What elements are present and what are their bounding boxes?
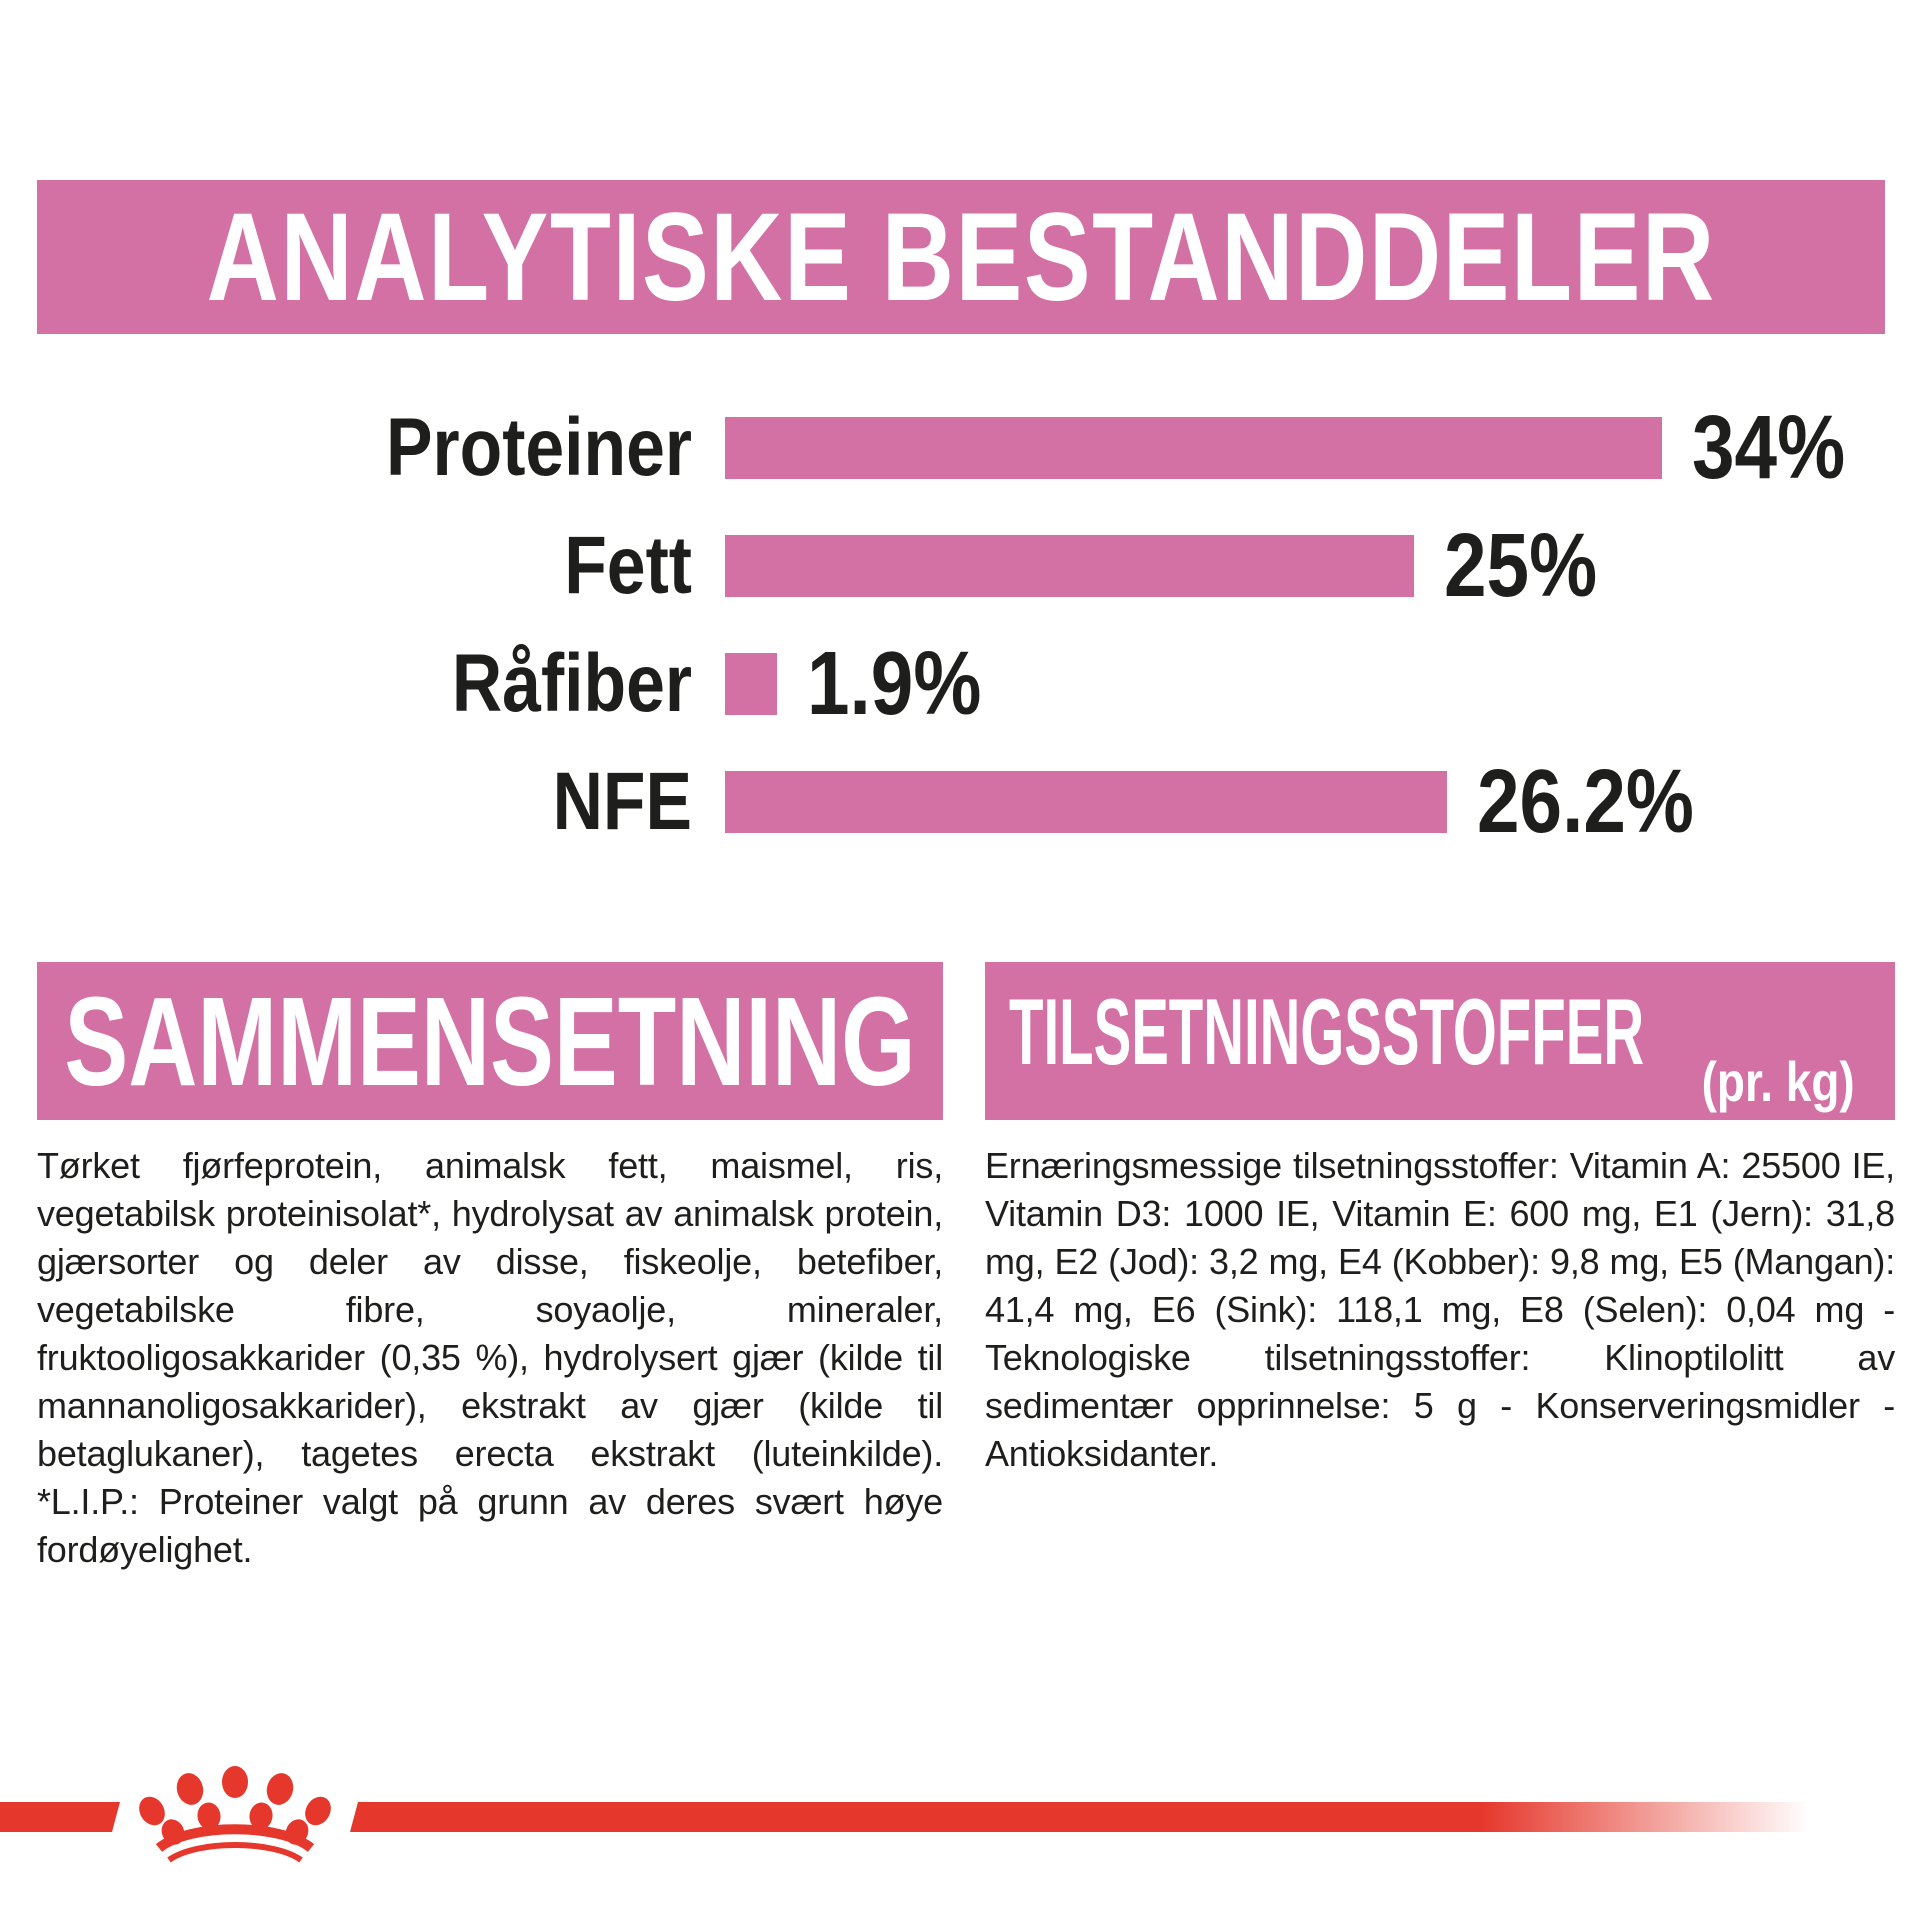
chart-value-label: 25%	[1443, 515, 1598, 616]
chart-row	[37, 743, 1897, 861]
royal-canin-crown-icon	[135, 1756, 335, 1868]
additives-body: Ernæringsmessige tilsetningsstoffer: Vitamin A: 25500 IE, Vitamin D3: 1000 IE, Vitamin E: 600 mg, E1 (Jern): 31,8 mg, E2 (Jod): 3,2 mg, E4 (Kobber): 9,8 mg, E5 (Mangan): 41,4 mg, E6 (Sink): 118,1 mg, E8 (Selen): 0,04 mg - Teknologiske tilsetningsstoffer: Klinoptilolitt av sedimentær opprinnelse: 5 g - Konserveringsmidler - Antioksidanter.	[985, 1145, 1895, 1474]
analytical-chart	[37, 389, 1897, 861]
chart-value-label: 26.2%	[1477, 751, 1694, 852]
chart-bar	[725, 771, 1447, 833]
footer-divider-right	[350, 1802, 1920, 1832]
additives-title: TILSETNINGSSTOFFER	[1009, 979, 1645, 1084]
chart-bar	[725, 417, 1662, 479]
chart-row	[37, 389, 1897, 507]
additives-unit-label: (pr. kg)	[1701, 1050, 1855, 1113]
chart-bar	[725, 653, 777, 715]
analytical-title-banner	[37, 180, 1885, 334]
chart-category-label: Proteiner	[386, 402, 692, 493]
composition-banner	[37, 962, 943, 1120]
chart-category-label: Fett	[564, 520, 692, 611]
additives-banner	[985, 962, 1895, 1120]
chart-row	[37, 507, 1897, 625]
chart-category-label: NFE	[552, 756, 692, 847]
chart-bar	[725, 535, 1414, 597]
footer-divider-left	[0, 1802, 120, 1832]
analytical-title: ANALYTISKE BESTANDDELER	[206, 187, 1716, 327]
composition-body: Tørket fjørfeprotein, animalsk fett, maismel, ris, vegetabilsk proteinisolat*, hydrolysat av animalsk protein, gjærsorter og deler av disse, fiskeolje, betefiber, vegetabilske fibre, soyaolje, mineraler, fruktooligosakkarider (0,35 %), hydrolysert gjær (kilde til mannanoligosakkarider), ekstrakt av gjær (kilde til betaglukaner), tagetes erecta ekstrakt (luteinkilde). *L.I.P.: Proteiner valgt på grunn av deres svært høye fordøyelighet.	[37, 1145, 943, 1570]
chart-value-label: 1.9%	[807, 633, 982, 734]
chart-row	[37, 625, 1897, 743]
composition-title: SAMMENSETNING	[64, 970, 916, 1112]
chart-category-label: Råfiber	[451, 638, 692, 729]
chart-value-label: 34%	[1692, 397, 1846, 498]
